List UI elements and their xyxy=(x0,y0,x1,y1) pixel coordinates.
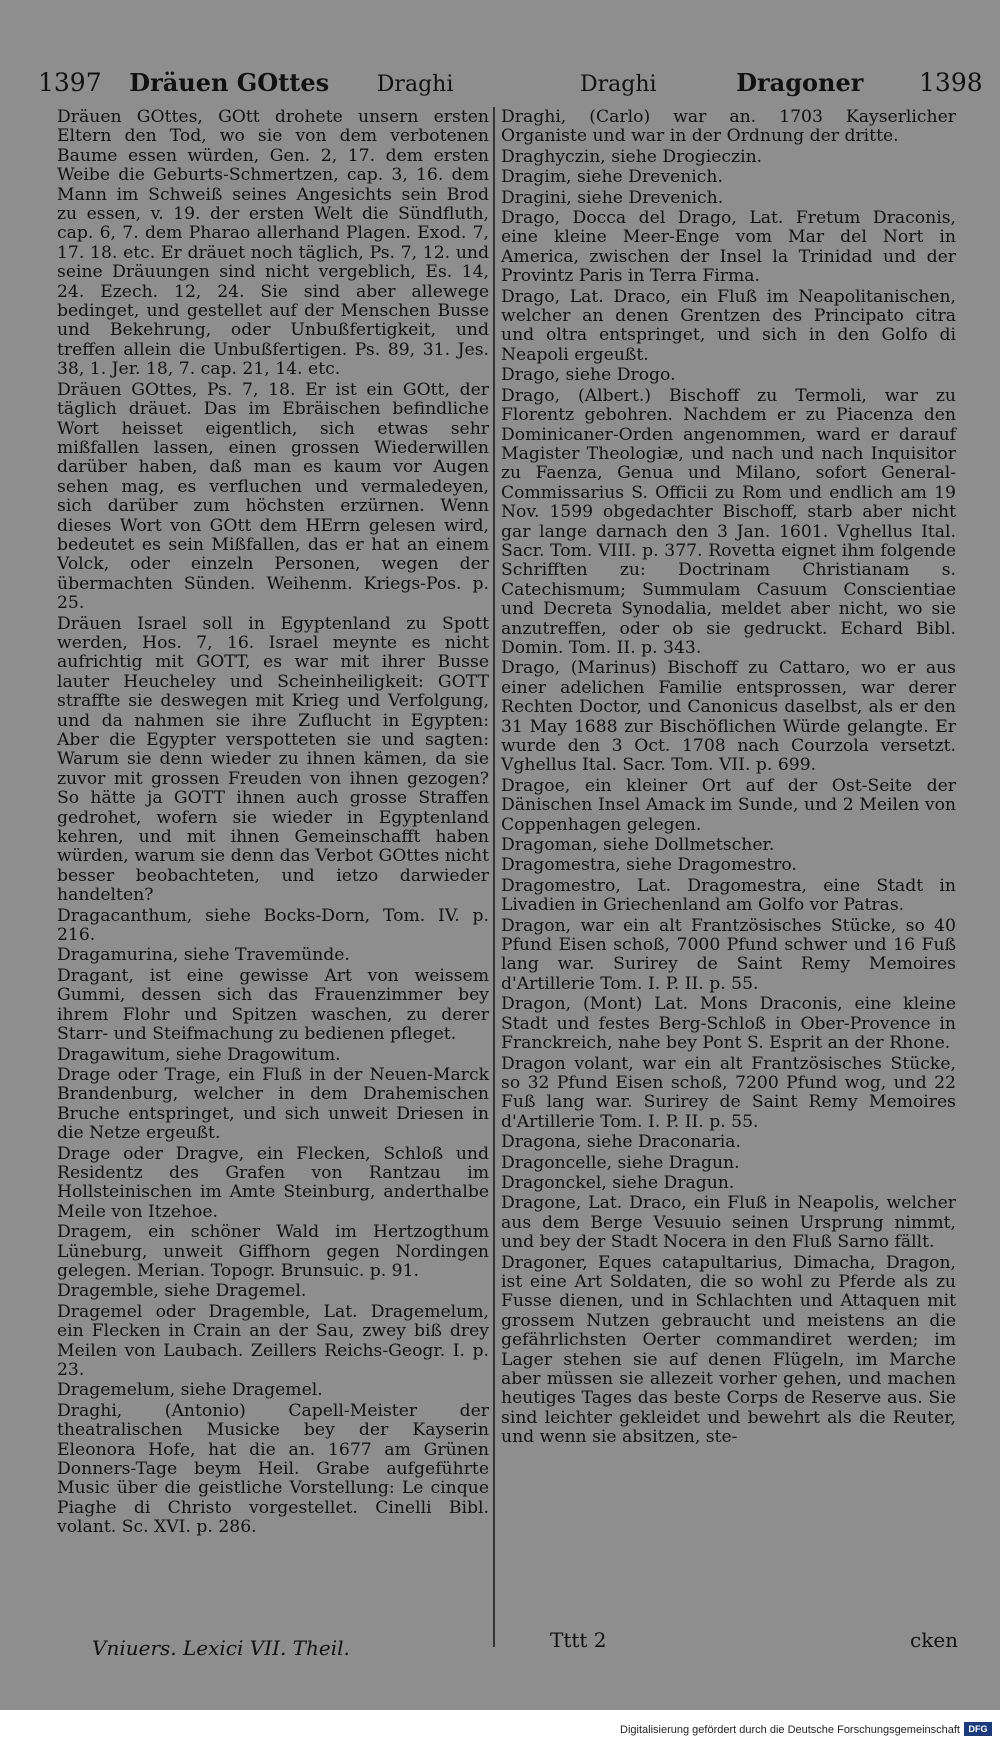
signature-mark: Vniuers. Lexici VII. Theil. xyxy=(92,1636,350,1660)
right-catchword: Draghi xyxy=(580,72,657,97)
entry: Dragini, siehe Drevenich. xyxy=(501,187,724,208)
entry: Drago, Docca del Drago, Lat. Fretum Draconis, eine kleine Meer-Enge vom Mar del Nort in America, zwischen der Insel la Trinidad und der Provintz Paris in Terra Firma. xyxy=(501,208,956,287)
entry: Drago, siehe Drogo. xyxy=(501,365,676,386)
entry: Dräuen Israel soll in Egyptenland zu Spott werden, Hos. 7, 16. Israel meynte es nicht aufrichtig mit GOTT, es war mit ihrer Busse lauter Heucheley und Scheinheiligkeit: GOTT straffte sie deswegen mit Krieg und Verfolgung, und da nahmen sie ihre Zuflucht in Egypten: Aber die Egypter verspotteten sie und sagten: Warum sie denn wieder zu ihnen kämen, da sie zuvor mit grossen Freuden von ihnen gezogen? So hätte ja GOTT ihnen auch grosse Straffen gedrohet, wofern sie wieder in Egyptenland kehren, und mit ihnen Gemeinschafft haben würden, warum sie denn das Verbot GOttes nicht besser beobachteten, und ietzo darwieder handelten? xyxy=(57,613,489,906)
entry: Dragoner, Eques catapultarius, Dimacha, Dragon, ist eine Art Soldaten, die so wohl zu Pferde als zu Fusse dienen, und in Schlachten und Attaquen mit grossem Nutzen gebraucht und meistens an die gefährlichsten Oerter commandiret werden; im Lager stehen sie auf denen Flügeln, im Marche aber müssen sie allezeit vorher gehen, und machen heutiges Tages das beste Corps de Reserve aus. Sie sind leichter gekleidet und bewehrt als die Reuter, und wenn sie absitzen, ste- xyxy=(501,1252,956,1448)
funding-credit: Digitalisierung gefördert durch die Deutsche Forschungsgemeinschaft xyxy=(620,1724,960,1736)
entry: Dragawitum, siehe Dragowitum. xyxy=(57,1044,341,1065)
entry: Draghi, (Carlo) war an. 1703 Kayserlicher Organiste und war in der Ordnung der dritte. xyxy=(501,107,956,147)
entry: Drago, (Marinus) Bischoff zu Cattaro, wo er aus einer adelichen Familie entsprossen, war derer Rechten Doctor, und Canonicus daselbst, als er den 31 May 1688 zur Bischöflichen Würde gelangte. Er wurde den 3 Oct. 1708 nach Courzola versetzt. Vghellus Ital. Sacr. Tom. VII. p. 699. xyxy=(501,658,956,776)
entry: Dragon volant, war ein alt Frantzösisches Stücke, so 32 Pfund Eisen schoß, 7200 Pfund wog, und 22 Fuß lang war. Surirey de Saint Remy Memoires d'Artillerie Tom. I. P. II. p. 55. xyxy=(501,1053,956,1132)
entry: Drage oder Trage, ein Fluß in der Neuen-Marck Brandenburg, welcher in dem Drahemischen Bruche entspringet, und sich unweit Driesen in die Netze ergeußt. xyxy=(57,1064,489,1144)
entry: Dragoncelle, siehe Dragun. xyxy=(501,1152,740,1173)
entry: Dragamurina, siehe Travemünde. xyxy=(57,945,350,966)
left-running-head: Dräuen GOttes xyxy=(129,68,330,97)
entry: Dragemble, siehe Dragemel. xyxy=(57,1281,307,1302)
entry: Dragon, (Mont) Lat. Mons Draconis, eine kleine Stadt und festes Berg-Schloß in Ober-Provence in Franckreich, nahe bey Pont S. Esprit an der Rhone. xyxy=(501,994,956,1054)
entry: Dragonckel, siehe Dragun. xyxy=(501,1172,735,1193)
column-divider xyxy=(493,107,495,1647)
left-catchword: Draghi xyxy=(376,72,454,97)
right-column xyxy=(501,108,956,1449)
entry: Dragim, siehe Drevenich. xyxy=(501,167,723,188)
entry: Dragant, ist eine gewisse Art von weissem Gummi, dessen sich das Frauenzimmer bey ihrem Flohr und Spitzen waschen, zu derer Starr- und Steifmachung zu bedienen pfleget. xyxy=(57,965,489,1045)
right-header xyxy=(580,68,983,104)
entry: Dragona, siehe Draconaria. xyxy=(501,1132,741,1153)
entry: Dragoman, siehe Dollmetscher. xyxy=(501,835,775,856)
entry: Dragem, ein schöner Wald im Hertzogthum Lüneburg, unweit Giffhorn gegen Nordingen gelegen. Merian. Topogr. Brunsuic. p. 91. xyxy=(57,1222,489,1281)
left-page-number: 1397 xyxy=(38,68,102,97)
entry: Dragemelum, siehe Dragemel. xyxy=(57,1380,323,1401)
left-header xyxy=(38,68,453,104)
entry: Dräuen GOttes, Ps. 7, 18. Er ist ein GOtt, der täglich dräuet. Das im Ebräischen befindliche Wort heisset eigentlich, sich etwas sehr mißfallen lassen, einen grossen Wiederwillen darüber haben, daß man es kaum vor Augen sehen mag, es verfluchen und vermaledeyen, sich darüber zum höchsten erzürnen. Wenn dieses Wort von GOtt dem HErrn gelesen wird, bedeutet es sein Mißfallen, das er hat an einem Volck, oder einzeln Personen, wegen der übermachten Sünden. Weihenm. Kriegs-Pos. p. 25. xyxy=(57,379,489,614)
gathering-mark: Tttt 2 xyxy=(550,1628,607,1652)
entry: Dräuen GOttes, GOtt drohete unsern ersten Eltern den Tod, wo sie von dem verbotenen Baume essen würden, Gen. 2, 17. dem ersten Weibe die Geburts-Schmertzen, cap. 3, 16. dem Mann im Schweiß seines Angesichts sein Brod zu essen, v. 19. der ersten Welt die Sündfluth, cap. 6, 7. dem Pharao allerhand Plagen. Exod. 7, 17. 18. etc. Er dräuet noch täglich, Ps. 7, 12. und seine Dräuungen sind nicht vergeblich, Es. 14, 24. Ezech. 12, 24. Sie sind aber allewege bedinget, und gestellet auf der Menschen Busse und Bekehrung, oder Unbußfertigkeit, und treffen allein die Unbußfertigen. Ps. 89, 31. Jes. 38, 1. Jer. 18, 7. cap. 21, 14. etc. xyxy=(57,107,489,380)
right-page-number: 1398 xyxy=(919,68,983,97)
entry: Dragone, Lat. Draco, ein Fluß in Neapolis, welcher aus dem Berge Vesuuio seinen Ursprung nimmt, und bey der Stadt Nocera in den Fluß Sarno fällt. xyxy=(501,1193,956,1253)
entry: Drago, (Albert.) Bischoff zu Termoli, war zu Florentz gebohren. Nachdem er zu Piacenza den Dominicaner-Orden angenommen, ward er darauf Magister Theologiæ, und nach und nach Inquisitor zu Faenza, Genua und Milano, sofort General-Commissarius S. Officii zu Rom und endlich am 19 Nov. 1599 obgedachter Bischoff, starb aber nicht gar lange darnach den 3 Jan. 1601. Vghellus Ital. Sacr. Tom. VIII. p. 377. Rovetta eignet ihm folgende Schrifften zu: Doctrinam Christianam s. Catechismum; Summulam Casuum Conscientiae und Decreta Synodalia, meldet aber nicht, wo sie anzutreffen, oder ob sie gedruckt. Echard Bibl. Domin. Tom. II. p. 343. xyxy=(501,385,956,658)
entry: Drago, Lat. Draco, ein Fluß im Neapolitanischen, welcher an denen Grentzen des Principato citra und oltra entspringet, und sich in den Golfo di Neapoli ergeußt. xyxy=(501,286,956,365)
entry: Dragacanthum, siehe Bocks-Dorn, Tom. IV. p. 216. xyxy=(57,905,489,946)
entry: Dragemel oder Dragemble, Lat. Dragemelum, ein Flecken in Crain an der Sau, zwey biß drey Meilen von Laubach. Zeillers Reichs-Geogr. I. p. 23. xyxy=(57,1301,489,1380)
entry: Draghyczin, siehe Drogieczin. xyxy=(501,146,763,167)
dfg-logo: DFG xyxy=(964,1722,992,1736)
entry: Draghi, (Antonio) Capell-Meister der theatralischen Musicke bey der Kayserin Eleonora Hofe, hat die an. 1677 am Grünen Donners-Tage beym Heil. Grabe aufgeführte Music über die geistliche Vorstellung: Le cinque Piaghe di Christo vorgestellet. Cinelli Bibl. volant. Sc. XVI. p. 286. xyxy=(57,1400,489,1538)
entry: Dragomestra, siehe Dragomestro. xyxy=(501,855,797,876)
entry: Dragon, war ein alt Frantzösisches Stücke, so 40 Pfund Eisen schoß, 7000 Pfund schwer und 16 Fuß lang war. Surirey de Saint Remy Memoires d'Artillerie Tom. I. P. II. p. 55. xyxy=(501,915,956,994)
entry: Dragomestro, Lat. Dragomestra, eine Stadt in Livadien in Griechenland am Golfo vor Patras. xyxy=(501,875,956,916)
catchword: cken xyxy=(910,1628,959,1652)
right-running-head: Dragoner xyxy=(736,68,864,97)
left-column xyxy=(57,108,489,1539)
entry: Drage oder Dragve, ein Flecken, Schloß und Residentz des Grafen von Rantzau im Hollsteinischen im Amte Steinburg, anderthalbe Meile von Itzehoe. xyxy=(57,1143,489,1222)
entry: Dragoe, ein kleiner Ort auf der Ost-Seite der Dänischen Insel Amack im Sunde, und 2 Meilen von Coppenhagen gelegen. xyxy=(501,775,956,835)
